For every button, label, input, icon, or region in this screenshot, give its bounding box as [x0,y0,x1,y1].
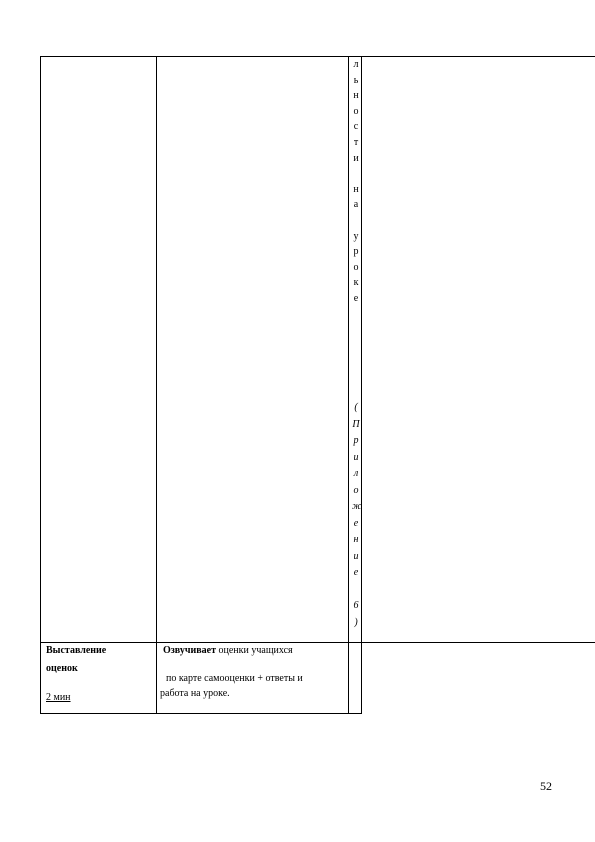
teacher-activity-line1 [163,643,293,658]
table-bottom-border [40,713,362,714]
vertical-letter: о [353,484,359,496]
vertical-letter: и [353,451,359,463]
vertical-letter: и [353,550,359,562]
vertical-letter: П [352,418,360,430]
column-divider-1 [156,56,157,714]
vertical-letter [352,582,360,599]
stage-title-line1: Выставление [46,645,107,656]
vertical-letter [352,166,360,182]
vertical-letter: и [353,152,359,164]
vertical-letter: т [353,136,359,148]
stage-time: 2 мин [46,692,71,703]
teacher-activity-rest: оценки учащихся [216,645,293,656]
vertical-text-column [352,57,360,307]
vertical-letter: 6 [353,600,359,611]
vertical-letter: ь [353,74,359,86]
teacher-activity-verb: Озвучивает [163,645,217,656]
row-divider [40,642,595,643]
vertical-letter: ) [354,616,358,628]
vertical-text-appendix [352,400,360,631]
vertical-letter: л [353,468,359,479]
vertical-letter: е [353,567,359,578]
vertical-letter: л [353,59,359,70]
vertical-letter: у [353,230,359,242]
vertical-letter: н [353,183,359,195]
vertical-letter: о [353,261,359,273]
vertical-letter: с [353,121,359,133]
stage-title-line2: оценок [46,663,78,674]
page-number: 52 [540,779,552,793]
column-divider-3 [361,56,362,714]
vertical-letter: ж [352,501,362,512]
teacher-activity-line2: по карте самооценки + ответы и [166,673,303,684]
vertical-letter: р [353,246,359,258]
vertical-letter [352,213,360,229]
teacher-activity-line3: работа на уроке. [160,688,230,699]
vertical-letter: е [353,517,359,529]
vertical-letter: а [353,199,359,211]
vertical-letter: н [353,90,359,102]
table-left-border [40,56,41,714]
vertical-letter: ( [354,402,358,413]
table-top-border [40,56,595,57]
vertical-letter: р [353,435,359,446]
vertical-letter: к [353,277,359,289]
vertical-letter: е [353,292,359,304]
vertical-letter: н [353,534,359,545]
column-divider-2 [348,56,349,714]
vertical-letter: о [353,105,359,117]
